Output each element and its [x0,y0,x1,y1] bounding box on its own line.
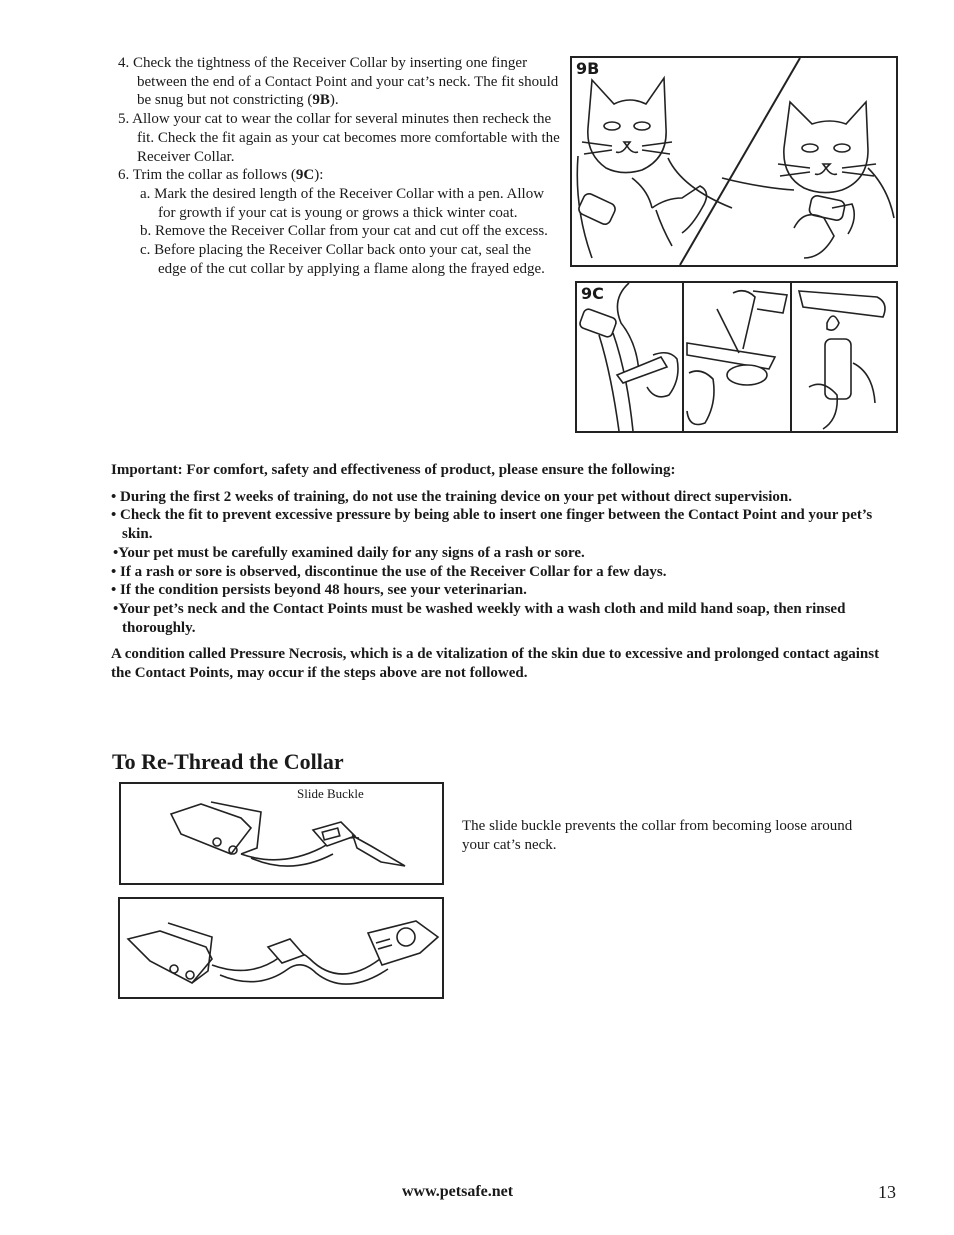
important-title: Important: For comfort, safety and effectiveness of product, please ensure the following: [111,462,676,478]
step-5: 5. Allow your cat to wear the collar for several minutes then recheck the fit. Check the fit again as your cat becomes more comfortable with the Receiver Collar. [118,111,560,165]
collar-figure-slide-buckle [119,782,444,885]
important-bullet: • If a rash or sore is observed, discontinue the use of the Receiver Collar for a few days. [111,563,667,580]
section-title: To Re-Thread the Collar [112,749,344,774]
pressure-necrosis-warning: A condition called Pressure Necrosis, which is a de vitalization of the skin due to excessive and prolonged contact against the Contact Points, may occur if the steps above are not followed. [111,646,880,682]
figure-9b [570,56,898,267]
important-bullet: •Your pet’s neck and the Contact Points must be washed weekly with a wash cloth and mild hand soap, then rinsed thoroughly. [113,600,846,636]
substep-b: b. Remove the Receiver Collar from your cat and cut off the excess. [140,223,548,240]
trim-instructions [118,54,563,278]
figure-9b-illustration [572,58,896,265]
figure-9c-label: 9C [581,284,604,303]
important-notice [111,461,901,683]
substep-a: a. Mark the desired length of the Receiver Collar with a pen. Allow for growth if your cat is young or grows a thick winter coat. [140,185,545,221]
step-4: 4. Check the tightness of the Receiver Collar by inserting one finger between the end of a Contact Point and your cat’s neck. The fit should be snug but not constricting (9B). [118,55,559,109]
step-6: 6. Trim the collar as follows (9C): [118,167,324,184]
page-number: 13 [878,1182,896,1202]
footer-website-link[interactable]: www.petsafe.net [402,1183,514,1200]
figure-9b-label: 9B [576,59,600,78]
important-bullet: •Your pet must be carefully examined daily for any signs of a rash or sore. [113,544,585,561]
slide-buckle-description: The slide buckle prevents the collar from becoming loose around your cat’s neck. [462,818,853,853]
important-bullet: • Check the fit to prevent excessive pressure by being able to insert one finger between the Contact Point and your pet’s skin. [111,507,873,543]
collar-illustration-2 [120,899,442,997]
figure-ref-9c: 9C [295,167,315,184]
substep-c: c. Before placing the Receiver Collar back onto your cat, seal the edge of the cut collar by applying a flame along the frayed edge. [140,242,545,277]
figure-9c [575,281,898,433]
important-bullet: • During the first 2 weeks of training, do not use the training device on your pet without direct supervision. [111,488,792,505]
figure-9c-illustration [577,283,896,431]
slide-buckle-callout: Slide Buckle [297,786,364,801]
collar-figure-rethreaded [118,897,444,999]
collar-illustration-1 [121,784,442,883]
important-bullet: • If the condition persists beyond 48 hours, see your veterinarian. [111,582,527,599]
figure-ref-9b: 9B [312,92,330,109]
